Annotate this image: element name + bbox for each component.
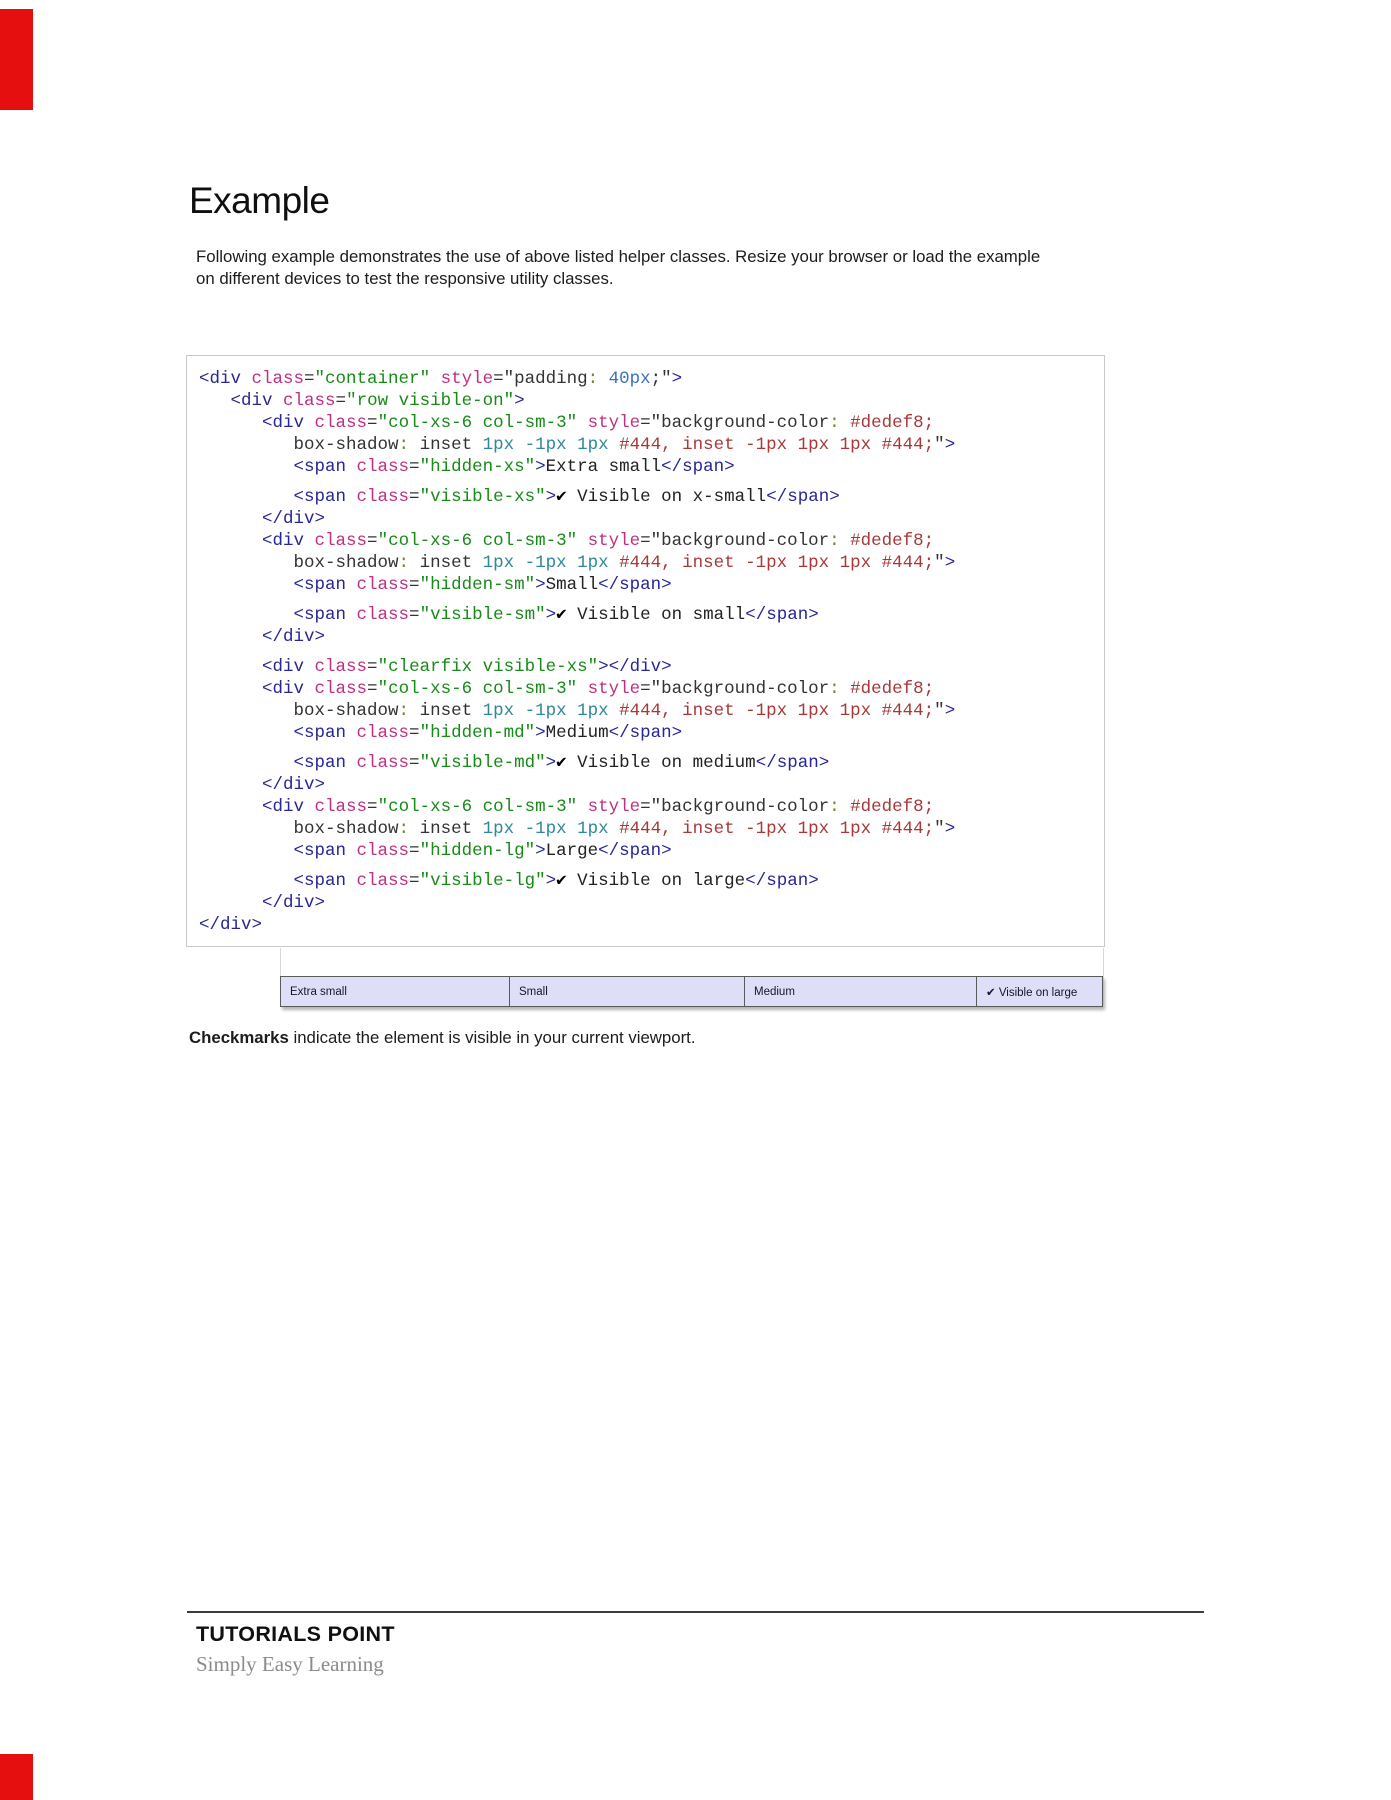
footer-divider — [187, 1611, 1204, 1613]
code-line: </div> — [262, 775, 326, 795]
code-line: <span class="hidden-xs">Extra small</span> — [293, 457, 735, 477]
code-line: <div class="col-xs-6 col-sm-3" style="background-color: #dedef8; — [262, 531, 935, 551]
code-line: </div> — [262, 893, 326, 913]
code-line: <div class="clearfix visible-xs"></div> — [262, 657, 672, 677]
footer-brand: TUTORIALS POINT — [196, 1622, 395, 1646]
code-block — [186, 355, 1105, 947]
intro-line-2: on different devices to test the responsive utility classes. — [196, 269, 614, 288]
checkmarks-caption — [189, 1028, 696, 1048]
code-line: </div> — [262, 627, 326, 647]
rendered-example-bar — [280, 976, 1103, 1007]
footer-tagline: Simply Easy Learning — [196, 1652, 384, 1676]
code-line: <span class="visible-sm">✔ Visible on small</span> — [293, 605, 819, 625]
result-cell: Extra small — [281, 977, 510, 1006]
code-line: <div class="container" style="padding: 40px;"> — [199, 369, 683, 389]
code-line: </div> — [262, 509, 326, 529]
page-margin-mark-bottom — [0, 1754, 33, 1800]
code-line: box-shadow: inset 1px -1px 1px #444, inset -1px 1px 1px #444;"> — [199, 435, 956, 455]
code-line: box-shadow: inset 1px -1px 1px #444, inset -1px 1px 1px #444;"> — [199, 819, 956, 839]
code-line: <div class="col-xs-6 col-sm-3" style="background-color: #dedef8; — [262, 413, 935, 433]
result-cell: ✔ Visible on large — [986, 986, 1078, 999]
code-line: <div class="col-xs-6 col-sm-3" style="background-color: #dedef8; — [262, 679, 935, 699]
code-line: <span class="hidden-lg">Large</span> — [293, 841, 672, 861]
code-line: box-shadow: inset 1px -1px 1px #444, inset -1px 1px 1px #444;"> — [199, 701, 956, 721]
code-line: </div> — [199, 915, 263, 935]
checkmarks-caption-rest: indicate the element is visible in your current viewport. — [288, 1028, 696, 1047]
code-line: <span class="visible-md">✔ Visible on medium</span> — [293, 753, 830, 773]
page-margin-mark-top — [0, 9, 33, 110]
intro-paragraph — [196, 246, 1040, 290]
code-line: <span class="hidden-md">Medium</span> — [293, 723, 683, 743]
intro-line-1: Following example demonstrates the use of above listed helper classes. Resize your browser or load the example — [196, 247, 1041, 266]
example-frame-left-edge — [280, 948, 281, 976]
result-cell: Small — [510, 977, 745, 1006]
result-cell: Medium — [745, 977, 977, 1006]
code-line: <span class="visible-lg">✔ Visible on large</span> — [293, 871, 819, 891]
code-line: <span class="visible-xs">✔ Visible on x-small</span> — [293, 487, 840, 507]
code-line: box-shadow: inset 1px -1px 1px #444, inset -1px 1px 1px #444;"> — [199, 553, 956, 573]
page-title: Example — [189, 180, 330, 221]
example-frame-right-edge — [1103, 948, 1104, 1005]
code-line: <div class="row visible-on"> — [230, 391, 525, 411]
code-line: <span class="hidden-sm">Small</span> — [293, 575, 672, 595]
code-line: <div class="col-xs-6 col-sm-3" style="background-color: #dedef8; — [262, 797, 935, 817]
checkmarks-caption-bold: Checkmarks — [189, 1028, 289, 1047]
